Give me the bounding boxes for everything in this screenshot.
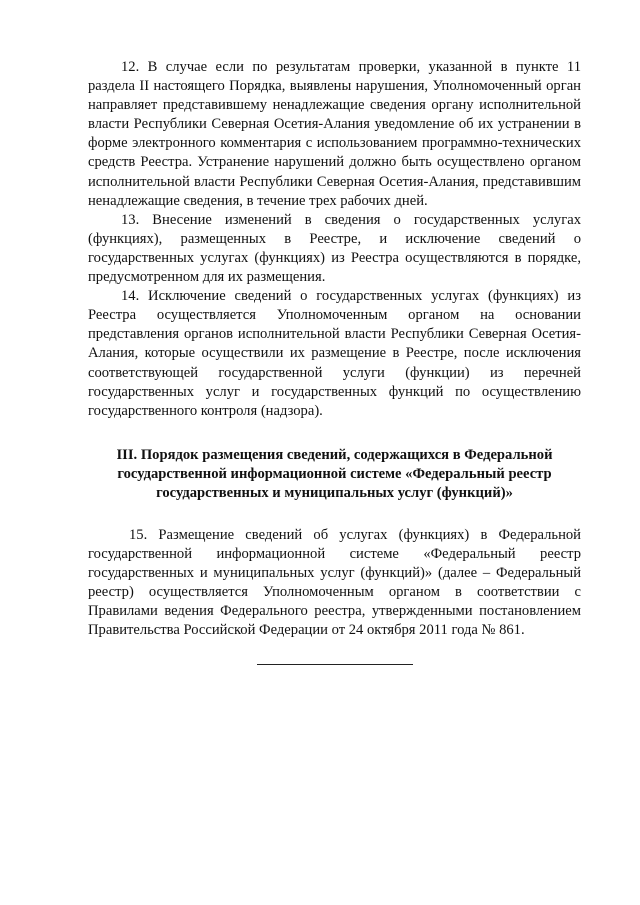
paragraph-13: 13. Внесение изменений в сведения о государственных услугах (функциях), размещенных в Реестре, и исключение сведений о государственных услугах (функциях) из Реестра осуществляются в порядке, предусмотренном для их размещения. (88, 211, 581, 286)
paragraph-15: 15. Размещение сведений об услугах (функциях) в Федеральной государственной информационной системе «Федеральный реестр государственных и муниципальных услуг (функций)» (далее – Федеральный реестр) осуществляется Уполномоченным органом в соответствии с Правилами ведения Федерального реестра, утвержденными постановлением Правительства Российской Федерации от 24 октября 2011 года № 861. (88, 526, 581, 639)
paragraph-12: 12. В случае если по результатам проверки, указанной в пункте 11 раздела II настоящего Порядка, выявлены нарушения, Уполномоченный орган направляет представившему ненадлежащие сведения органу исполнительной власти Республики Северная Осетия-Алания уведомление об их устранении в форме электронного комментария с использованием программно-технических средств Реестра. Устранение нарушений должно быть осуществлено органом исполнительной власти Республики Северная Осетия-Алания, представившим ненадлежащие сведения, в течение трех рабочих дней. (88, 59, 581, 209)
paragraph-14: 14. Исключение сведений о государственных услугах (функциях) из Реестра осуществляется Уполномоченным органом на основании представления органов исполнительной власти Республики Северная Осетия-Алания, которые осуществили их размещение в Реестре, после исключения соответствующей государственной услуги (функции) из перечней государственных услуг и государственных функций по осуществлению государственного контроля (надзора). (88, 288, 581, 419)
document-page (88, 58, 581, 640)
end-rule-divider (257, 664, 413, 665)
section-heading: III. Порядок размещения сведений, содержащихся в Федеральной государственной информационной системе «Федеральный реестр государственных и муниципальных услуг (функций)» (116, 446, 553, 501)
